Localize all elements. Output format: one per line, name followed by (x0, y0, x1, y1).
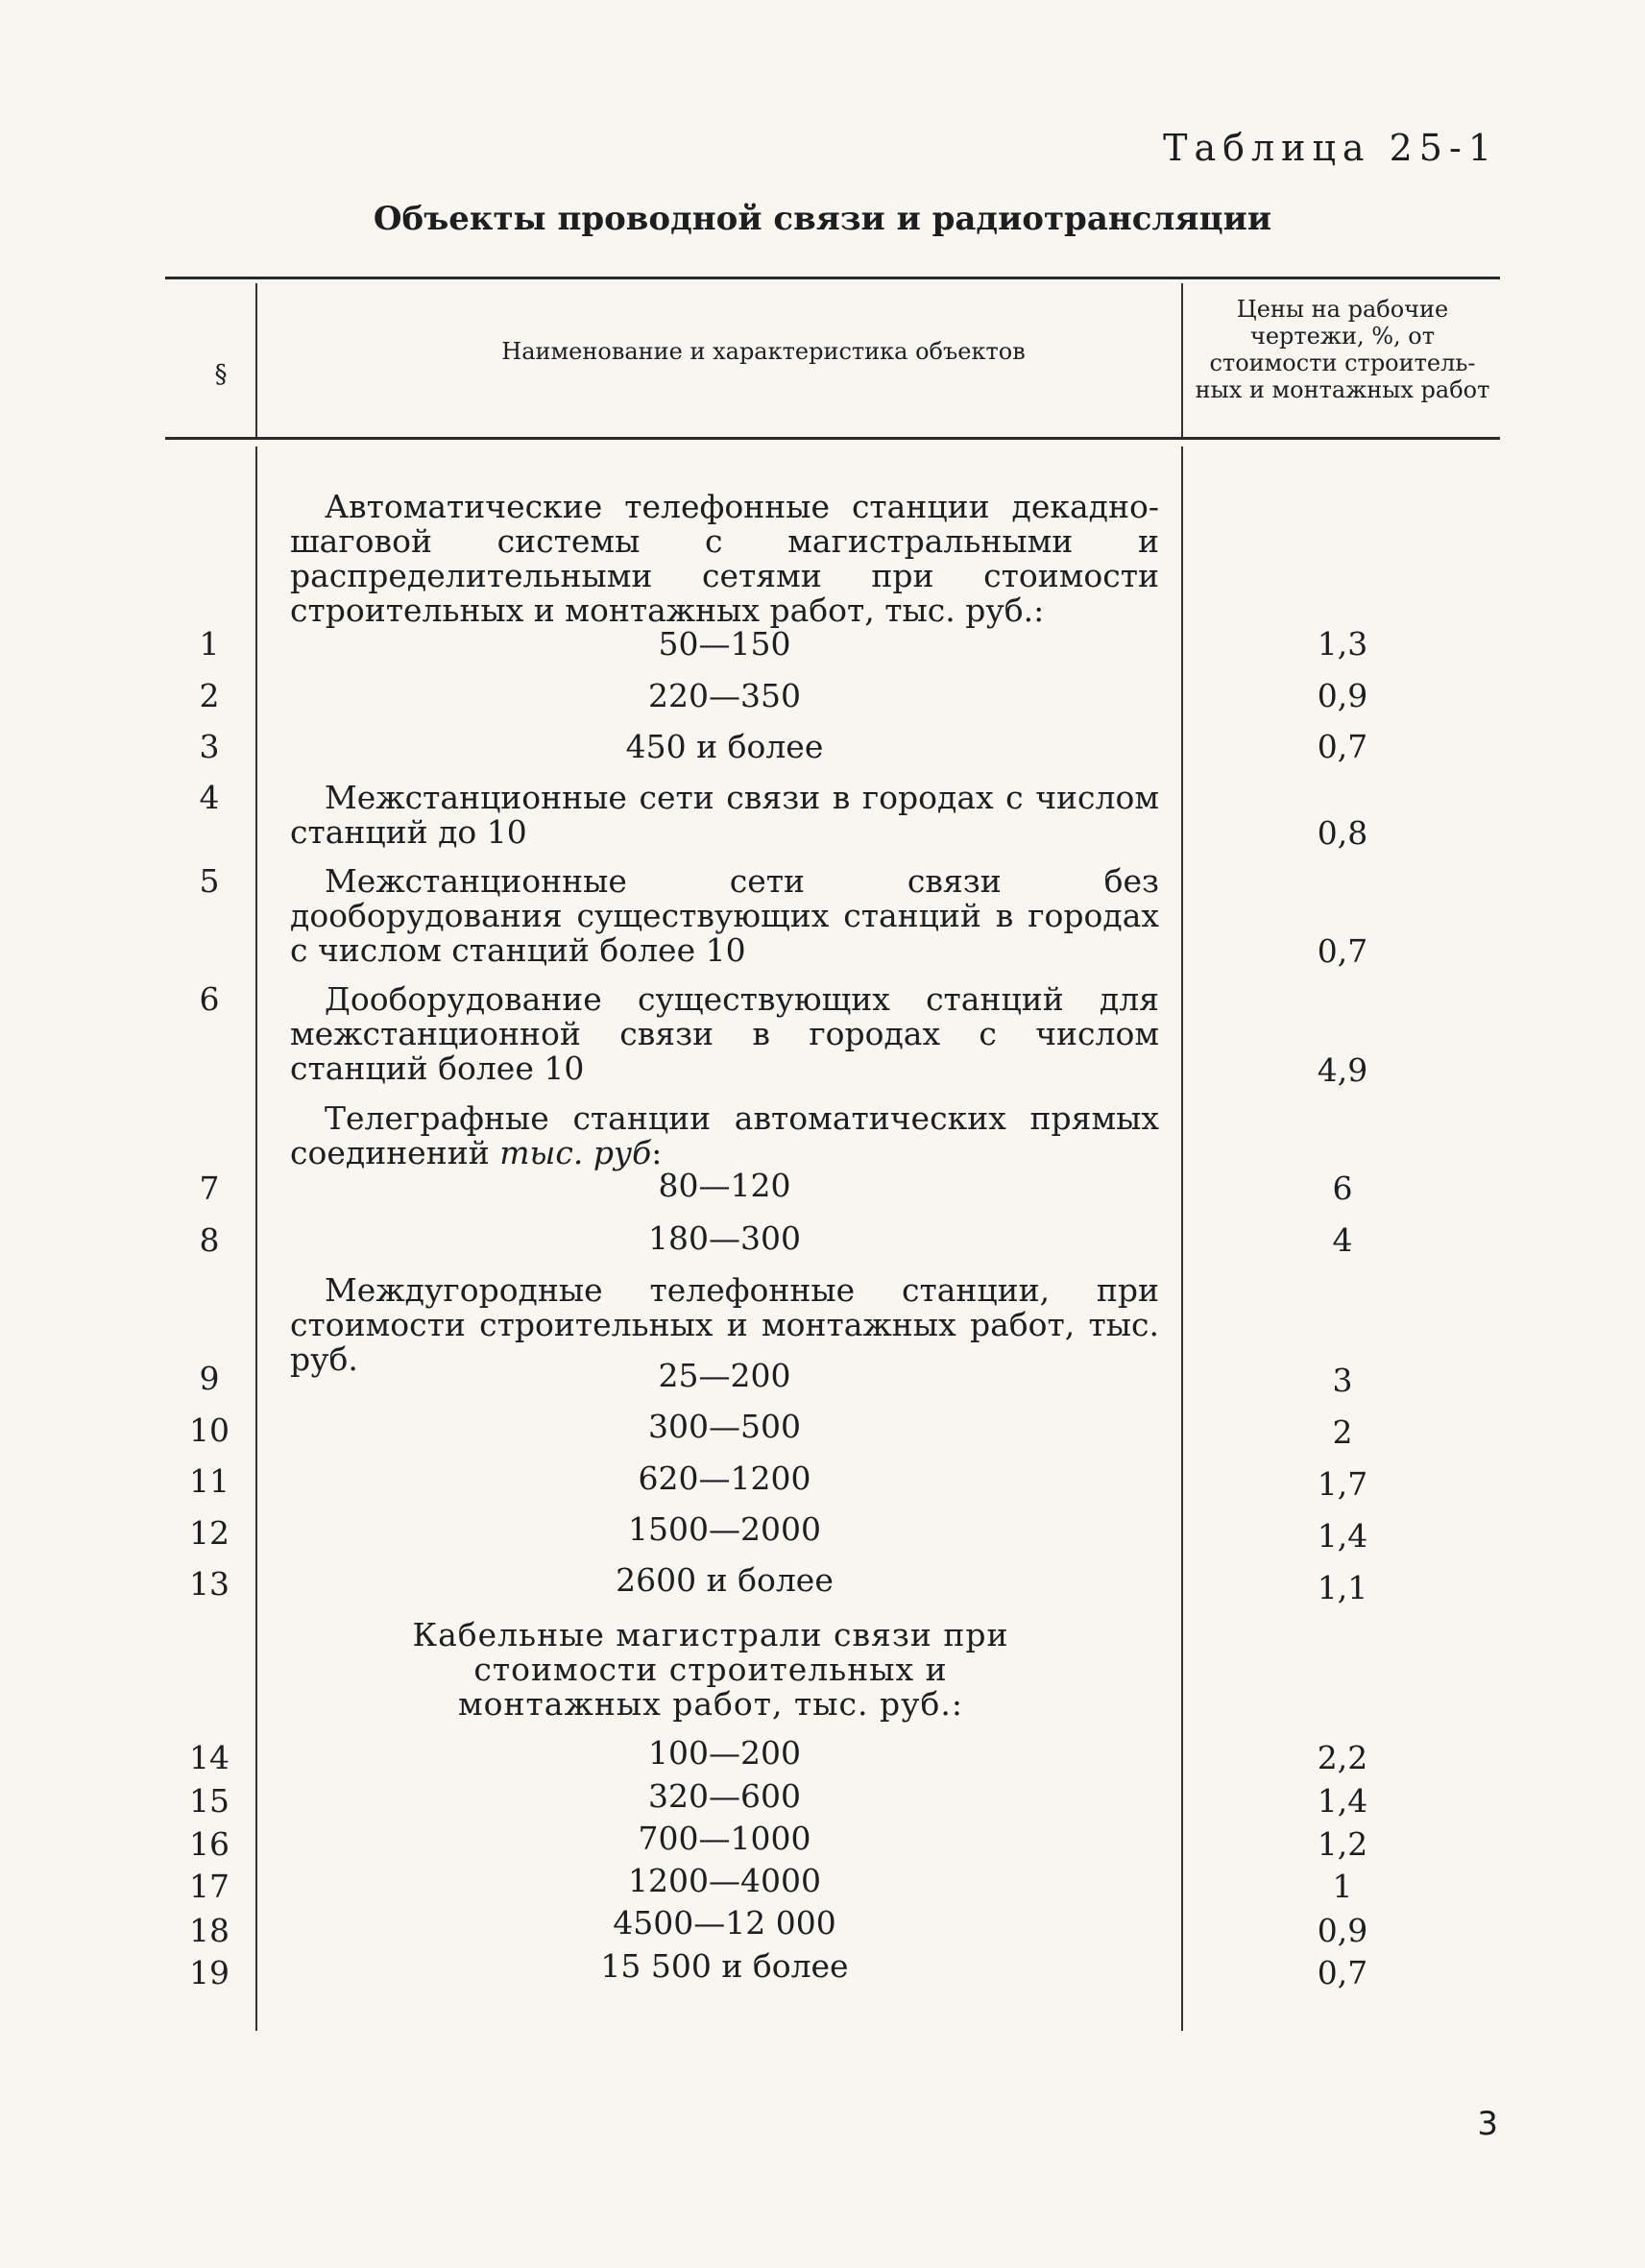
row-number: 3 (199, 728, 220, 765)
row-description: Межстанционные сети связи без дооборудования существующих станций в городах с числом станций более 10 (290, 862, 1159, 969)
row-range: 1200—4000 (628, 1862, 821, 1899)
row-number: 8 (199, 1221, 220, 1259)
group-heading-telegraph: Телеграфные станции автоматических прямых соединений тыс. руб: (290, 1099, 1159, 1171)
table-top-rule (165, 277, 1500, 279)
row-number: 4 (199, 779, 220, 816)
row-price: 1,2 (1317, 1825, 1368, 1863)
row-description: Дооборудование существующих станций для межстанционной связи в городах с числом станций более 10 (290, 980, 1159, 1087)
row-price: 1 (1332, 1868, 1353, 1905)
row-number: 6 (199, 980, 220, 1018)
row-range: 180—300 (648, 1219, 801, 1257)
page-title: Объекты проводной связи и радиотрансляции (373, 200, 1272, 238)
row-number: 12 (189, 1514, 230, 1552)
row-price: 4 (1332, 1221, 1353, 1259)
row-range: 4500—12 000 (613, 1904, 836, 1942)
row-range: 50—150 (658, 625, 791, 663)
row-price: 0,9 (1317, 677, 1368, 714)
row-number: 7 (199, 1170, 220, 1207)
column-header-price: Цены на рабочие чертежи, %, от стоимости строитель-ных и монтажных работ (1195, 296, 1490, 403)
table-header-rule (165, 437, 1500, 440)
row-number: 18 (189, 1912, 230, 1949)
group-heading-cable: Кабельные магистрали связи при стоимости строительных и монтажных работ, тыс. руб.: (412, 1616, 1009, 1723)
table-label: Таблица 25-1 (1163, 127, 1498, 169)
column-divider (255, 283, 257, 437)
row-number: 10 (189, 1411, 230, 1449)
row-range: 1500—2000 (628, 1510, 821, 1548)
row-price: 0,8 (1317, 814, 1368, 852)
row-number: 1 (199, 625, 220, 663)
row-price: 4,9 (1317, 1051, 1368, 1089)
row-price: 2,2 (1317, 1739, 1368, 1776)
column-divider (255, 446, 257, 2031)
row-number: 16 (189, 1825, 230, 1863)
row-price: 0,7 (1317, 728, 1368, 765)
row-range: 620—1200 (638, 1460, 811, 1497)
row-price: 0,7 (1317, 1954, 1368, 1991)
row-number: 9 (199, 1360, 220, 1397)
column-divider (1181, 446, 1183, 2031)
row-range: 2600 и более (616, 1561, 834, 1599)
group-heading-text: Телеграфные станции автоматических прямых соединений (290, 1099, 1159, 1171)
row-range: 450 и более (625, 728, 824, 765)
row-range: 700—1000 (638, 1820, 811, 1857)
row-price: 1,3 (1317, 625, 1368, 663)
row-range: 15 500 и более (600, 1947, 849, 1985)
row-description: Межстанционные сети связи в городах с числом станций до 10 (290, 779, 1159, 851)
row-price: 0,7 (1317, 932, 1368, 970)
row-price: 1,7 (1317, 1465, 1368, 1503)
column-header-paragraph: § (214, 360, 228, 389)
row-price: 3 (1332, 1362, 1353, 1399)
row-range: 80—120 (658, 1167, 791, 1204)
row-number: 11 (189, 1462, 230, 1500)
row-number: 5 (199, 862, 220, 900)
row-price: 6 (1332, 1170, 1353, 1207)
row-price: 0,9 (1317, 1912, 1368, 1949)
column-header-name: Наименование и характеристика объектов (501, 338, 1026, 365)
row-number: 13 (189, 1565, 230, 1603)
row-range: 300—500 (648, 1408, 801, 1445)
group-heading-unit: тыс. руб (499, 1134, 652, 1171)
row-number: 17 (189, 1868, 230, 1905)
row-range: 320—600 (648, 1777, 801, 1815)
row-number: 15 (189, 1782, 230, 1820)
row-price: 1,1 (1317, 1569, 1368, 1606)
row-price: 1,4 (1317, 1782, 1368, 1820)
row-number: 2 (199, 677, 220, 714)
row-range: 100—200 (648, 1734, 801, 1772)
row-price: 2 (1332, 1413, 1353, 1451)
group-heading-ats: Автоматические телефонные станции декадно-шаговой системы с магистральными и распределительными сетями при стоимости строительных и монтажных работ, тыс. руб.: (290, 488, 1159, 629)
row-range: 220—350 (648, 677, 801, 714)
page-number: 3 (1477, 2105, 1498, 2143)
row-number: 14 (189, 1739, 230, 1776)
row-number: 19 (189, 1954, 230, 1991)
row-price: 1,4 (1317, 1517, 1368, 1555)
group-heading-mts: Междугородные телефонные станции, при стоимости строительных и монтажных работ, тыс. руб. (290, 1271, 1159, 1378)
row-range: 25—200 (658, 1357, 791, 1394)
column-divider (1181, 283, 1183, 437)
